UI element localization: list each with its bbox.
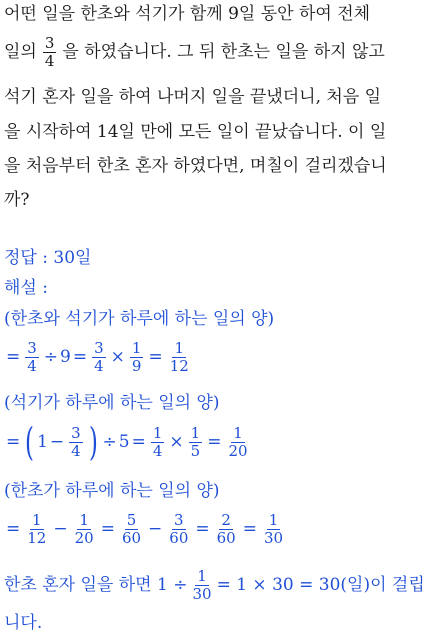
step2-title: (석기가 하루에 하는 일의 양) <box>4 393 220 413</box>
frac-numerator: 1 <box>190 423 201 442</box>
frac-denominator: 4 <box>44 51 55 70</box>
fraction <box>262 512 285 547</box>
fraction <box>25 512 48 547</box>
number: 5 <box>118 432 130 452</box>
fraction <box>167 512 190 547</box>
frac-denominator: 4 <box>71 441 81 460</box>
step1-title: (한초와 석기가 하루에 하는 일의 양) <box>4 309 275 329</box>
equals: = <box>195 519 210 539</box>
frac-numerator: 2 <box>221 510 231 529</box>
question-line-2 <box>4 32 396 72</box>
frac-numerator: 1 <box>268 510 279 529</box>
frac-denominator: 12 <box>169 356 189 375</box>
left-paren: ( <box>25 420 35 464</box>
fraction <box>92 340 106 375</box>
frac-numerator: 3 <box>174 510 184 529</box>
frac-denominator: 4 <box>27 356 37 375</box>
frac-numerator: 3 <box>94 338 104 357</box>
question-line-1: 어떤 일을 한초와 석기가 함께 9일 동안 하여 전체 <box>4 4 371 24</box>
times-sign: × <box>169 432 184 452</box>
fraction <box>226 425 249 460</box>
step3-equation <box>4 508 396 550</box>
fraction <box>151 425 165 460</box>
final-answer-line <box>4 564 425 606</box>
fraction <box>130 340 144 375</box>
question-line-3: 석기 혼자 일을 하여 나머지 일을 끝냈더니, 처음 일 <box>4 87 382 107</box>
divide-sign: ÷ <box>43 347 59 367</box>
frac-numerator: 3 <box>27 338 37 357</box>
equals: = <box>131 432 146 452</box>
answer-label: 정답 : 30일 <box>4 248 92 268</box>
frac-denominator: 4 <box>94 356 104 375</box>
equals: = <box>148 347 163 367</box>
fraction <box>73 512 96 547</box>
question-line-5: 을 처음부터 한초 혼자 하였다면, 며칠이 걸리겠습니 <box>4 156 387 176</box>
frac-numerator: 5 <box>126 510 137 529</box>
fraction <box>43 35 57 70</box>
frac-numerator: 1 <box>131 338 142 357</box>
frac-numerator: 1 <box>174 338 185 357</box>
frac-numerator: 1 <box>233 423 243 442</box>
step2-equation <box>4 420 396 464</box>
equals: = <box>6 347 21 367</box>
fraction <box>215 512 238 547</box>
step1-equation <box>4 336 396 378</box>
equals: = <box>207 432 222 452</box>
fraction <box>189 425 203 460</box>
frac-numerator: 1 <box>32 510 42 529</box>
frac-numerator: 1 <box>152 423 163 442</box>
frac-denominator: 5 <box>190 441 201 460</box>
equals: = <box>6 432 21 452</box>
number: 1 <box>37 432 48 452</box>
frac-denominator: 9 <box>131 356 142 375</box>
question-text: 일의 <box>4 42 37 62</box>
final-text: 한초 혼자 일을 하면 1 ÷ <box>4 575 188 595</box>
frac-denominator: 60 <box>216 528 236 547</box>
fraction <box>25 340 39 375</box>
fraction <box>120 512 143 547</box>
frac-denominator: 12 <box>27 528 47 547</box>
frac-denominator: 20 <box>228 441 248 460</box>
explanation-label: 해설 : <box>4 278 48 298</box>
equals: = <box>6 519 21 539</box>
divide-sign: ÷ <box>102 432 117 452</box>
frac-denominator: 30 <box>192 584 212 603</box>
frac-numerator: 1 <box>79 510 89 529</box>
frac-numerator: 1 <box>197 566 207 585</box>
right-paren: ) <box>88 420 98 464</box>
frac-denominator: 60 <box>169 528 189 547</box>
step3-title: (한초가 하루에 하는 일의 양) <box>4 481 220 501</box>
frac-denominator: 4 <box>152 441 163 460</box>
frac-numerator: 3 <box>71 423 81 442</box>
final-text: = 1 × 30 = 30(일)이 걸립 <box>216 575 425 595</box>
frac-denominator: 20 <box>74 528 94 547</box>
minus-sign: − <box>53 519 68 539</box>
equals: = <box>242 519 257 539</box>
minus-sign: − <box>148 519 163 539</box>
fraction <box>190 568 213 603</box>
equals: = <box>100 519 115 539</box>
question-text: 을 하였습니다. 그 뒤 한초는 일을 하지 않고 <box>62 42 385 62</box>
question-line-6: 까? <box>4 190 30 210</box>
number: 9 <box>60 347 71 367</box>
times-sign: × <box>110 347 125 367</box>
question-line-4: 을 시작하여 14일 만에 모든 일이 끝났습니다. 이 일 <box>4 122 387 142</box>
frac-denominator: 30 <box>263 528 284 547</box>
equals: = <box>72 347 88 367</box>
fraction <box>168 340 191 375</box>
frac-numerator: 3 <box>44 33 55 52</box>
final-answer-line-2: 니다. <box>4 613 43 633</box>
fraction <box>69 425 83 460</box>
minus-sign: − <box>49 432 65 452</box>
frac-denominator: 60 <box>121 528 142 547</box>
